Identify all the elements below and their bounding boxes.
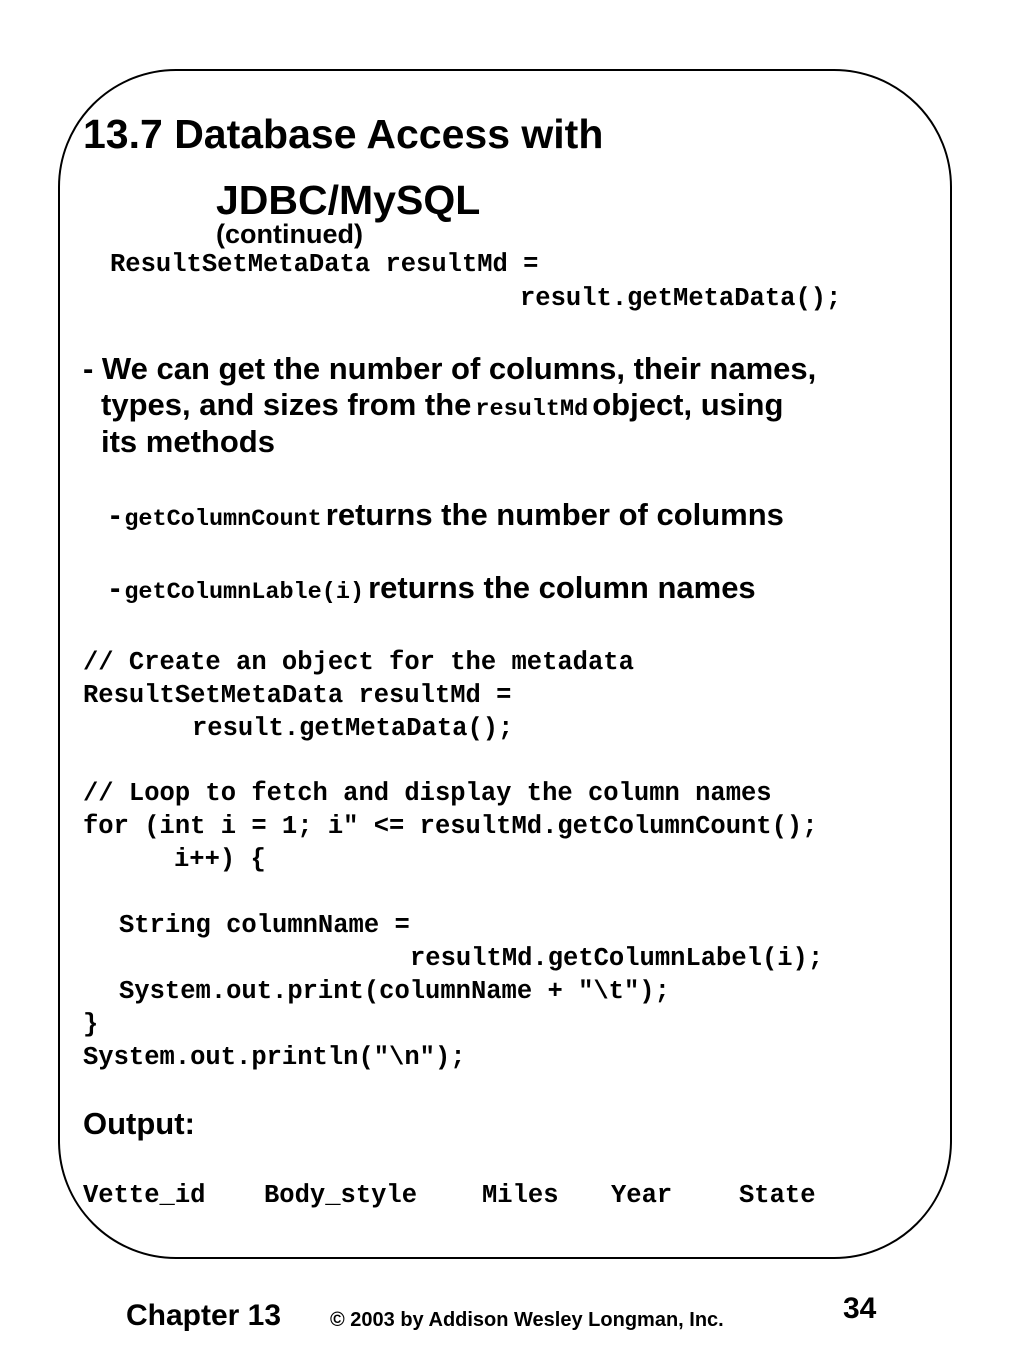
code-line: ResultSetMetaData resultMd = [83, 681, 512, 710]
slide-title-line2 [208, 164, 480, 248]
bullet-code: getColumnLable(i) [124, 579, 365, 606]
paragraph-line2 [101, 389, 783, 422]
bullet-item [110, 499, 784, 532]
intro-code-line1: ResultSetMetaData resultMd = [110, 250, 539, 279]
bullet-text: returns the column names [368, 570, 756, 605]
code-line: String columnName = [119, 911, 410, 940]
code-line: // Loop to fetch and display the column names [83, 779, 772, 808]
slide-title-jdbc: JDBC/MySQL [216, 177, 481, 223]
paragraph-line2-tail: object, using [592, 387, 784, 422]
code-line: resultMd.getColumnLabel(i); [410, 944, 824, 973]
slide-title-line1: 13.7 Database Access with [83, 111, 604, 157]
footer-chapter: Chapter 13 [126, 1299, 282, 1332]
output-column: Miles [482, 1181, 559, 1210]
code-line: } [83, 1010, 99, 1039]
paragraph-line2-text: types, and sizes from the [101, 387, 472, 422]
paragraph-line1: - We can get the number of columns, their names, [83, 351, 817, 386]
code-line: result.getMetaData(); [192, 714, 514, 743]
paragraph-line3: its methods [101, 424, 275, 459]
code-line: i++) { [174, 845, 266, 874]
code-line: System.out.print(columnName + "\t"); [119, 977, 670, 1006]
code-line: System.out.println("\n"); [83, 1043, 466, 1072]
footer-page-number: 34 [843, 1292, 877, 1325]
bullet-dash: - [110, 497, 121, 532]
output-column: Vette_id [83, 1181, 206, 1210]
code-line: // Create an object for the metadata [83, 648, 634, 677]
footer-copyright: © 2003 by Addison Wesley Longman, Inc. [330, 1309, 724, 1331]
output-label: Output: [83, 1106, 195, 1141]
bullet-code: getColumnCount [124, 506, 322, 533]
paragraph-inline-code: resultMd [475, 396, 589, 423]
output-column: Body_style [264, 1181, 418, 1210]
output-column: State [739, 1181, 816, 1210]
bullet-text: returns the number of columns [325, 497, 784, 532]
bullet-dash: - [110, 570, 121, 605]
output-column: Year [611, 1181, 673, 1210]
code-line: for (int i = 1; i" <= resultMd.getColumnCount(); [83, 812, 818, 841]
bullet-item [110, 572, 756, 605]
intro-code-line2: result.getMetaData(); [520, 284, 842, 313]
slide-title-suffix: (continued) [216, 219, 363, 249]
